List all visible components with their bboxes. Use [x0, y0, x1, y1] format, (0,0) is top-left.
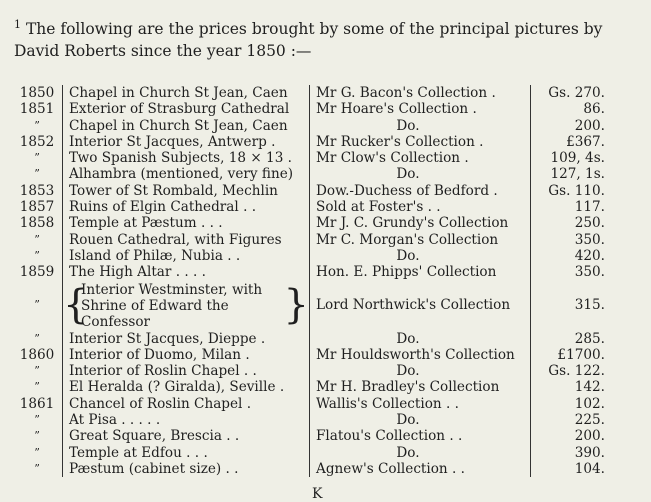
table-row: [12, 166, 627, 182]
price-value: 285.: [574, 330, 605, 347]
price-value: 390.: [574, 444, 605, 461]
price-value: 420.: [574, 247, 605, 264]
price-value: 86.: [583, 101, 605, 118]
subject-cell: The High Altar . . . .: [63, 264, 310, 280]
price-cell: [531, 248, 628, 264]
collection-cell: Sold at Foster's . .: [310, 199, 531, 215]
table-row: [12, 248, 627, 264]
year-cell: ”: [34, 118, 40, 132]
footnote-intro: [14, 14, 639, 62]
collection-cell: Dow.-Duchess of Bedford .: [310, 183, 531, 199]
price-cell: [531, 232, 628, 248]
prices-table-body: [12, 85, 627, 477]
subject-cell: Great Square, Brescia . .: [63, 428, 310, 444]
collection-cell: Mr Houldsworth's Collection: [310, 347, 531, 363]
year-cell: ”: [34, 429, 40, 443]
year-cell: ”: [34, 248, 40, 262]
year-cell: ”: [34, 151, 40, 165]
subject-cell: Interior of Duomo, Milan .: [63, 347, 310, 363]
price-value: 104.: [574, 460, 605, 477]
price-cell: [531, 379, 628, 395]
collection-ditto: Do.: [396, 330, 420, 347]
price-value: 109, 4s.: [550, 150, 605, 167]
subject-cell: Pæstum (cabinet size) . .: [63, 461, 310, 477]
table-row: [12, 445, 627, 461]
table-row: [12, 85, 627, 101]
subject-cell: Island of Philæ, Nubia . .: [63, 248, 310, 264]
year-cell: ”: [34, 413, 40, 427]
collection-cell: [310, 363, 531, 379]
year-cell: 1850: [19, 85, 55, 101]
price-value: 117.: [574, 199, 605, 216]
price-cell: [531, 412, 628, 428]
subject-cell: Chapel in Church St Jean, Caen: [63, 118, 310, 134]
subject-cell: Temple at Edfou . . .: [63, 445, 310, 461]
collection-cell: [310, 166, 531, 182]
year-cell: 1860: [19, 346, 55, 363]
subject-cell: Alhambra (mentioned, very fine): [63, 166, 310, 182]
year-cell: 1851: [19, 101, 55, 118]
price-cell: [531, 166, 628, 182]
table-row: [12, 101, 627, 117]
price-value: 200.: [574, 428, 605, 445]
subject-cell: Tower of St Rombald, Mechlin: [63, 183, 310, 199]
collection-ditto: Do.: [396, 247, 420, 264]
collection-cell: Mr Clow's Collection .: [310, 150, 531, 166]
collection-cell: [310, 331, 531, 347]
right-brace: }: [283, 281, 309, 328]
prices-table: [12, 85, 627, 477]
table-row: [12, 379, 627, 395]
subject-cell: Chapel in Church St Jean, Caen: [63, 85, 310, 101]
collection-cell: Agnew's Collection . .: [310, 461, 531, 477]
price-cell: [531, 183, 628, 199]
price-cell: [531, 264, 628, 280]
subject-cell: Interior St Jacques, Dieppe .: [63, 331, 310, 347]
collection-cell: Mr C. Morgan's Collection: [310, 232, 531, 248]
price-value: 250.: [574, 215, 605, 232]
year-cell: ”: [34, 364, 40, 378]
price-cell: [531, 134, 628, 150]
collection-cell: Hon. E. Phipps' Collection: [310, 264, 531, 280]
price-cell: [531, 150, 628, 166]
price-value: £367.: [566, 133, 605, 150]
year-cell: ”: [34, 232, 40, 246]
table-row: [12, 150, 627, 166]
subject-cell: Interior St Jacques, Antwerp .: [63, 134, 310, 150]
subject-cell: [63, 281, 310, 331]
year-cell: ”: [34, 380, 40, 394]
collection-ditto: Do.: [396, 363, 420, 380]
subject-cell: Ruins of Elgin Cathedral . .: [63, 199, 310, 215]
left-brace: {: [63, 281, 89, 328]
collection-cell: Mr Rucker's Collection .: [310, 134, 531, 150]
table-row: [12, 199, 627, 215]
table-row: [12, 412, 627, 428]
collection-ditto: Do.: [396, 412, 420, 429]
collection-cell: Mr G. Bacon's Collection .: [310, 85, 531, 101]
collection-ditto: Do.: [396, 166, 420, 183]
subject-cell: Chancel of Roslin Chapel .: [63, 396, 310, 412]
subject-text: Interior Westminster, with Shrine of Edward the Confessor: [81, 281, 263, 330]
table-row: [12, 183, 627, 199]
price-cell: [531, 396, 628, 412]
collection-cell: Lord Northwick's Collection: [310, 281, 531, 331]
table-row: [12, 281, 627, 331]
year-cell: 1861: [19, 395, 55, 412]
price-value: Gs. 122.: [548, 363, 605, 380]
subject-cell: At Pisa . . . . .: [63, 412, 310, 428]
year-cell: 1853: [19, 182, 55, 199]
price-value: 350.: [574, 264, 605, 281]
year-cell: ”: [34, 331, 40, 345]
price-cell: [531, 199, 628, 215]
subject-cell: Interior of Roslin Chapel . .: [63, 363, 310, 379]
collection-cell: Flatou's Collection . .: [310, 428, 531, 444]
year-cell: 1852: [19, 133, 55, 150]
price-cell: [531, 101, 628, 117]
table-row: [12, 264, 627, 280]
intro-text: The following are the prices brought by some of the principal pictures by David Roberts since the year 1850 :—: [14, 20, 603, 60]
year-cell: 1857: [19, 199, 55, 216]
table-row: [12, 118, 627, 134]
price-value: 102.: [574, 395, 605, 412]
table-row: [12, 134, 627, 150]
price-cell: [531, 428, 628, 444]
table-row: [12, 428, 627, 444]
year-cell: 1858: [19, 215, 55, 232]
price-value: 225.: [574, 412, 605, 429]
price-cell: [531, 363, 628, 379]
price-cell: [531, 118, 628, 134]
collection-cell: [310, 118, 531, 134]
collection-cell: Mr J. C. Grundy's Collection: [310, 215, 531, 231]
table-row: [12, 347, 627, 363]
table-row: [12, 396, 627, 412]
price-cell: [531, 461, 628, 477]
price-value: £1700.: [557, 346, 605, 363]
collection-cell: [310, 412, 531, 428]
price-value: Gs. 270.: [548, 85, 605, 101]
table-row: [12, 331, 627, 347]
collection-cell: [310, 248, 531, 264]
subject-cell: Exterior of Strasburg Cathedral: [63, 101, 310, 117]
price-value: 200.: [574, 117, 605, 134]
year-cell: ”: [34, 445, 40, 459]
year-cell: ”: [34, 461, 40, 475]
price-value: 350.: [574, 231, 605, 248]
price-value: 315.: [574, 297, 605, 314]
collection-cell: Wallis's Collection . .: [310, 396, 531, 412]
subject-cell: Two Spanish Subjects, 18 × 13 .: [63, 150, 310, 166]
year-cell: ”: [34, 298, 40, 312]
table-row: [12, 461, 627, 477]
year-cell: ”: [34, 167, 40, 181]
price-cell: [531, 281, 628, 331]
price-cell: [531, 445, 628, 461]
price-cell: [531, 347, 628, 363]
table-row: [12, 232, 627, 248]
price-value: 142.: [574, 379, 605, 396]
price-cell: [531, 215, 628, 231]
table-row: [12, 363, 627, 379]
price-value: Gs. 110.: [548, 182, 605, 199]
collection-ditto: Do.: [396, 117, 420, 134]
subject-cell: El Heralda (? Giralda), Seville .: [63, 379, 310, 395]
page-signature: K: [312, 486, 323, 502]
year-cell: 1859: [19, 264, 55, 281]
collection-cell: Mr H. Bradley's Collection: [310, 379, 531, 395]
subject-cell: Temple at Pæstum . . .: [63, 215, 310, 231]
collection-cell: [310, 445, 531, 461]
collection-cell: Mr Hoare's Collection .: [310, 101, 531, 117]
price-cell: [531, 331, 628, 347]
collection-ditto: Do.: [396, 444, 420, 461]
subject-cell: Rouen Cathedral, with Figures: [63, 232, 310, 248]
price-cell: [531, 85, 628, 101]
price-value: 127, 1s.: [550, 166, 605, 183]
table-row: [12, 215, 627, 231]
footnote-marker: 1: [14, 18, 21, 31]
